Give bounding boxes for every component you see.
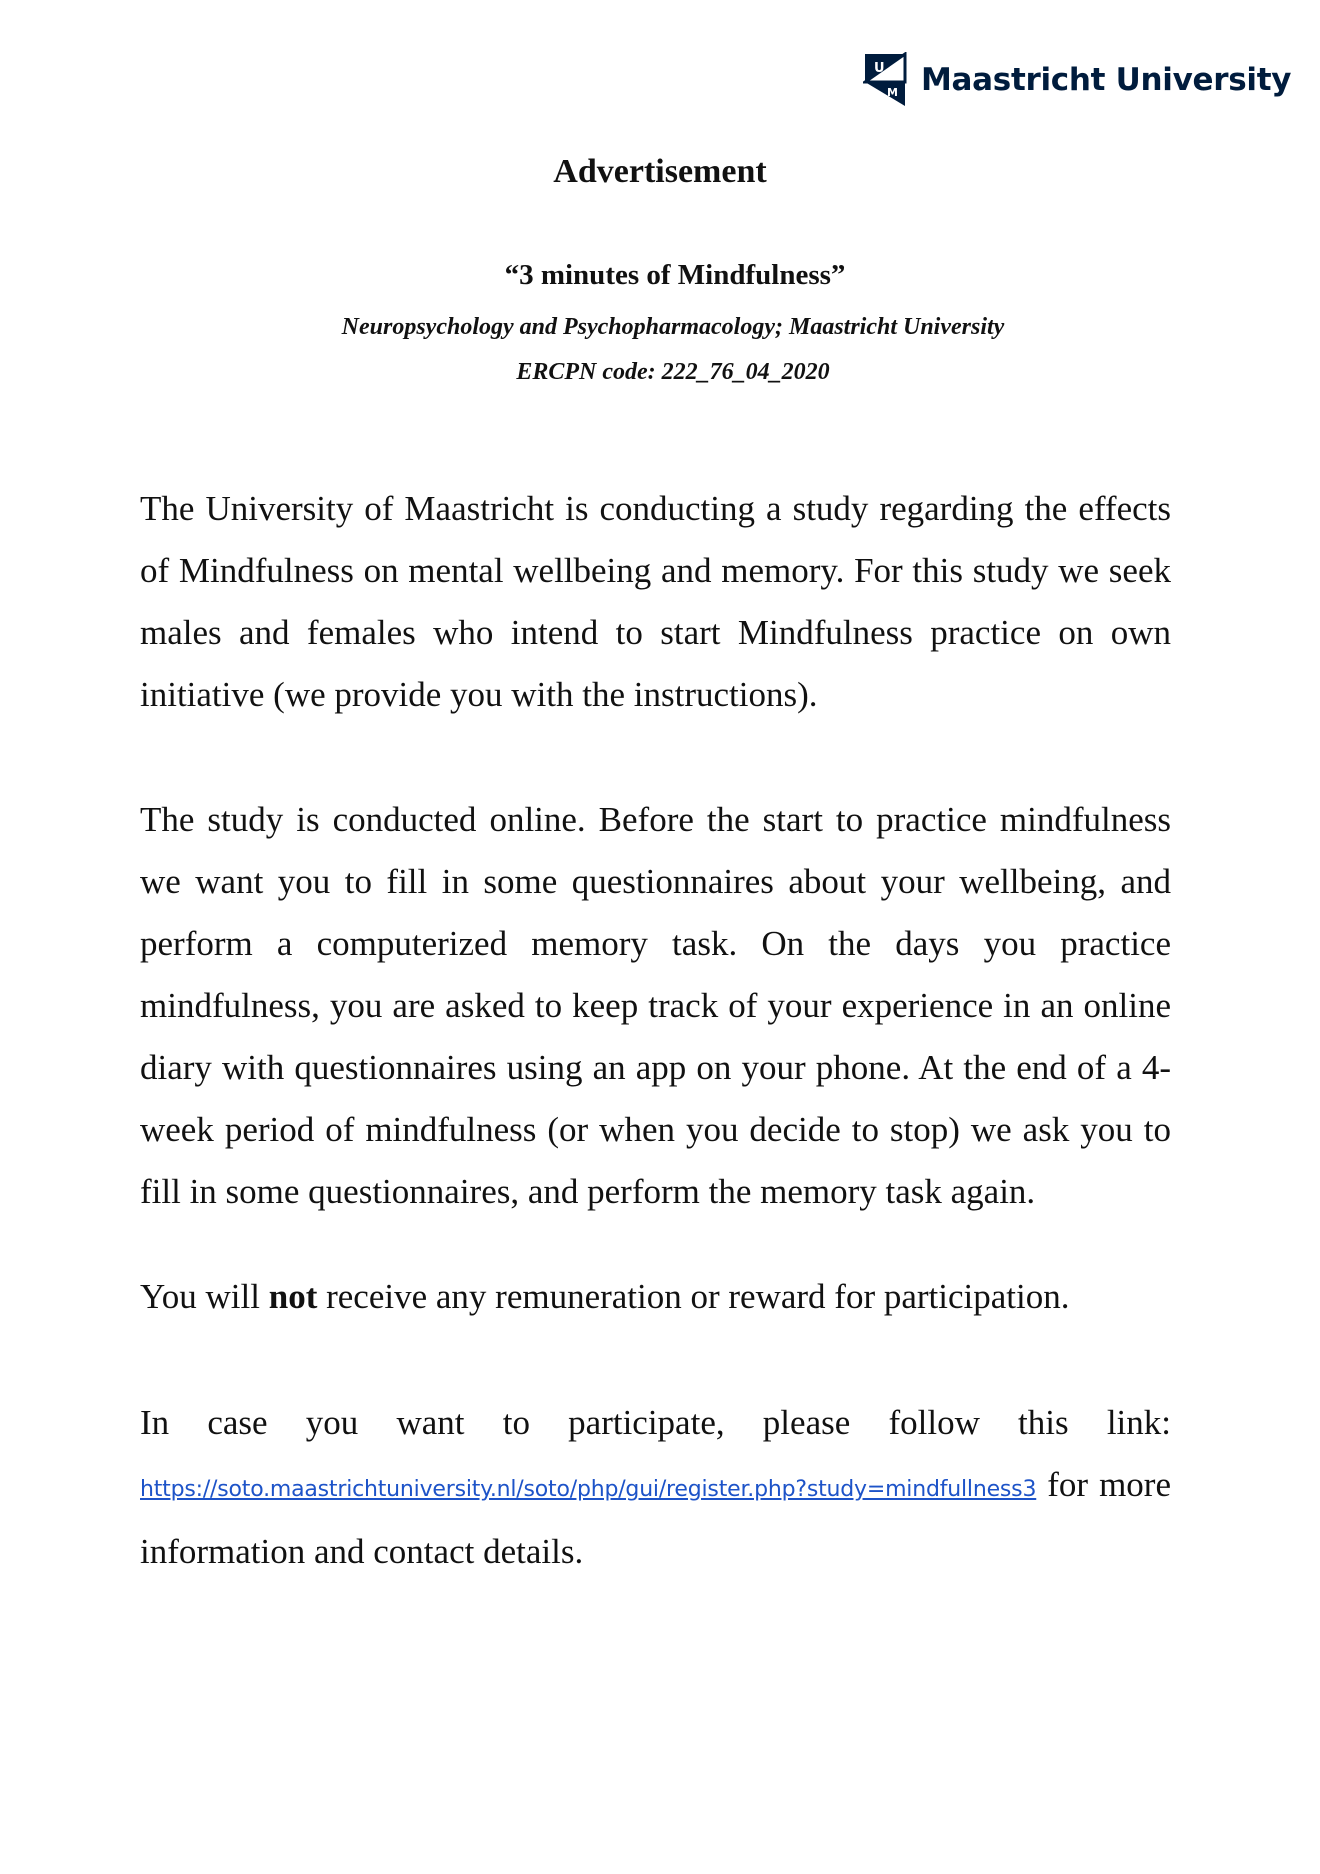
study-department: Neuropsychology and Psychopharmacology; Maastricht University	[341, 314, 1005, 340]
remuneration-paragraph	[140, 1266, 1171, 1328]
procedure-paragraph: The study is conducted online. Before the start to practice mindfulness we want you to fill in some questionnaires about your wellbeing, and perform a computerized memory task. On the days you practice mindfulness, you are asked to keep track of your experience in an online diary with questionnaires using an app on your phone. At the end of a 4-week period of mindfulness (or when you decide to stop) we ask you to fill in some questionnaires, and perform the memory task again.	[140, 800, 1171, 1211]
remuneration-text-after: receive any remuneration or reward for participation.	[317, 1277, 1070, 1316]
um-logo-icon	[863, 52, 907, 108]
study-code: ERCPN code: 222_76_04_2020	[516, 359, 830, 385]
logo-letter-u: U	[874, 61, 885, 76]
participate-text-before: In case you want to participate, please follow this link:	[140, 1403, 1171, 1442]
remuneration-text-before: You will	[140, 1277, 269, 1316]
document-title: Advertisement	[553, 153, 767, 190]
participate-paragraph	[140, 1392, 1171, 1583]
intro-paragraph: The University of Maastricht is conducting a study regarding the effects of Mindfulness on mental wellbeing and memory. For this study we seek males and females who intend to start Mindfulness practice on own initiative (we provide you with the instructions).	[140, 489, 1171, 714]
study-title: “3 minutes of Mindfulness”	[504, 259, 846, 291]
registration-link[interactable]: https://soto.maastrichtuniversity.nl/soto/php/gui/register.php?study=mindfullness3	[140, 1477, 1037, 1502]
logo-letter-m: M	[887, 86, 898, 99]
remuneration-emphasis: not	[268, 1277, 318, 1316]
university-logo	[863, 52, 1291, 108]
participate-text-after: for more information and contact details.	[140, 1465, 1171, 1571]
university-name: Maastricht University	[921, 62, 1292, 98]
